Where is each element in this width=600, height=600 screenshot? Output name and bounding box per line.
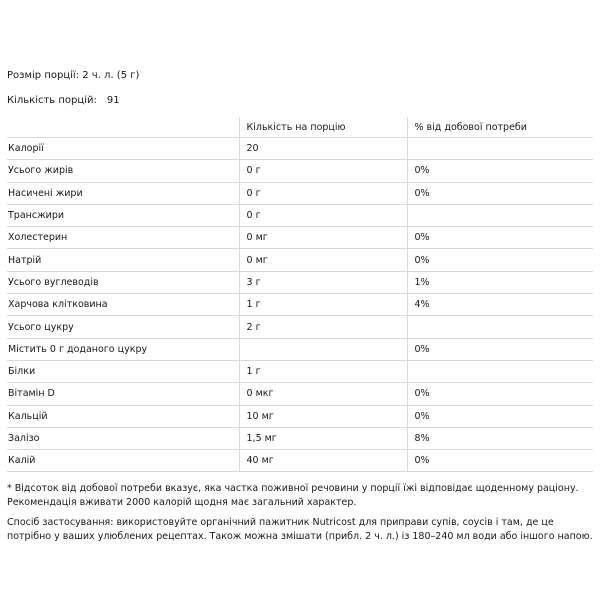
nutrient-amount: 0 г bbox=[239, 160, 407, 182]
table-row bbox=[7, 383, 593, 405]
nutrient-name: Усього вуглеводів bbox=[7, 271, 239, 293]
table-row bbox=[7, 427, 593, 449]
nutrient-daily-value: 0% bbox=[407, 182, 593, 204]
nutrient-daily-value: 4% bbox=[407, 294, 593, 316]
nutrient-daily-value: 0% bbox=[407, 383, 593, 405]
nutrient-daily-value: 0% bbox=[407, 450, 593, 472]
table-row bbox=[7, 450, 593, 472]
nutrient-name: Білки bbox=[7, 360, 239, 382]
nutrient-daily-value bbox=[407, 204, 593, 226]
nutrient-amount: 0 г bbox=[239, 204, 407, 226]
nutrient-name: Натрій bbox=[7, 249, 239, 271]
nutrient-name: Харчова клітковина bbox=[7, 294, 239, 316]
nutrient-amount: 0 мг bbox=[239, 227, 407, 249]
nutrient-name: Містить 0 г доданого цукру bbox=[7, 338, 239, 360]
nutrient-amount: 0 г bbox=[239, 182, 407, 204]
nutrient-name: Вітамін D bbox=[7, 383, 239, 405]
serving-size-line bbox=[7, 69, 593, 83]
servings-count-line bbox=[7, 94, 593, 108]
nutrient-daily-value: 0% bbox=[407, 160, 593, 182]
nutrient-daily-value: 0% bbox=[407, 405, 593, 427]
table-row bbox=[7, 405, 593, 427]
nutrient-amount: 0 мг bbox=[239, 249, 407, 271]
nutrient-name: Холестерин bbox=[7, 227, 239, 249]
nutrient-amount: 10 мг bbox=[239, 405, 407, 427]
nutrient-daily-value: 8% bbox=[407, 427, 593, 449]
nutrition-table bbox=[7, 117, 593, 472]
daily-value-footnote: * Відсоток від добової потреби вказує, яка частка поживної речовини у порції їжі відповідає щоденному раціону. Рекомендація вживати 2000 калорій щодня має загальний характер. bbox=[7, 483, 579, 509]
header-daily-value: % від добової потреби bbox=[407, 117, 593, 138]
nutrient-amount: 1 г bbox=[239, 294, 407, 316]
nutrient-daily-value: 0% bbox=[407, 227, 593, 249]
nutrient-name: Кальцій bbox=[7, 405, 239, 427]
table-header-row bbox=[7, 117, 593, 138]
table-row bbox=[7, 249, 593, 271]
table-row bbox=[7, 182, 593, 204]
nutrient-daily-value: 1% bbox=[407, 271, 593, 293]
nutrient-daily-value bbox=[407, 360, 593, 382]
nutrient-amount: 1 г bbox=[239, 360, 407, 382]
table-row bbox=[7, 338, 593, 360]
nutrient-amount: 20 bbox=[239, 138, 407, 160]
nutrient-amount bbox=[239, 338, 407, 360]
table-row bbox=[7, 316, 593, 338]
nutrient-daily-value bbox=[407, 316, 593, 338]
servings-count-label: Кількість порцій: bbox=[7, 95, 97, 106]
nutrient-amount: 3 г bbox=[239, 271, 407, 293]
header-nutrient bbox=[7, 117, 239, 138]
table-row bbox=[7, 360, 593, 382]
usage-instructions: Спосіб застосування: використовуйте органічний пажитник Nutricost для приправи супів, соусів і там, де це потрібно у ваших улюблених рецептах. Також можна змішати (прибл. 2 ч. л.) із 180–240 мл води або іншого напою. bbox=[7, 517, 593, 543]
nutrient-daily-value: 0% bbox=[407, 249, 593, 271]
nutrient-name: Насичені жири bbox=[7, 182, 239, 204]
nutrient-daily-value: 0% bbox=[407, 338, 593, 360]
nutrient-name: Усього цукру bbox=[7, 316, 239, 338]
servings-count-value: 91 bbox=[106, 95, 120, 106]
nutrient-name: Трансжири bbox=[7, 204, 239, 226]
table-row bbox=[7, 271, 593, 293]
serving-size-value: 2 ч. л. (5 г) bbox=[82, 70, 140, 81]
serving-size-label: Розмір порції: bbox=[7, 70, 80, 81]
header-amount-per-serving: Кількість на порцію bbox=[239, 117, 407, 138]
nutrient-name: Калорії bbox=[7, 138, 239, 160]
table-row bbox=[7, 227, 593, 249]
nutrient-amount: 2 г bbox=[239, 316, 407, 338]
nutrient-name: Усього жирів bbox=[7, 160, 239, 182]
nutrient-name: Калій bbox=[7, 450, 239, 472]
nutrient-amount: 1,5 мг bbox=[239, 427, 407, 449]
table-row bbox=[7, 294, 593, 316]
nutrient-amount: 40 мг bbox=[239, 450, 407, 472]
nutrient-amount: 0 мкг bbox=[239, 383, 407, 405]
nutrition-facts-panel bbox=[7, 69, 593, 544]
table-row bbox=[7, 160, 593, 182]
table-row bbox=[7, 204, 593, 226]
table-row bbox=[7, 138, 593, 160]
nutrient-daily-value bbox=[407, 138, 593, 160]
nutrient-name: Залізо bbox=[7, 427, 239, 449]
